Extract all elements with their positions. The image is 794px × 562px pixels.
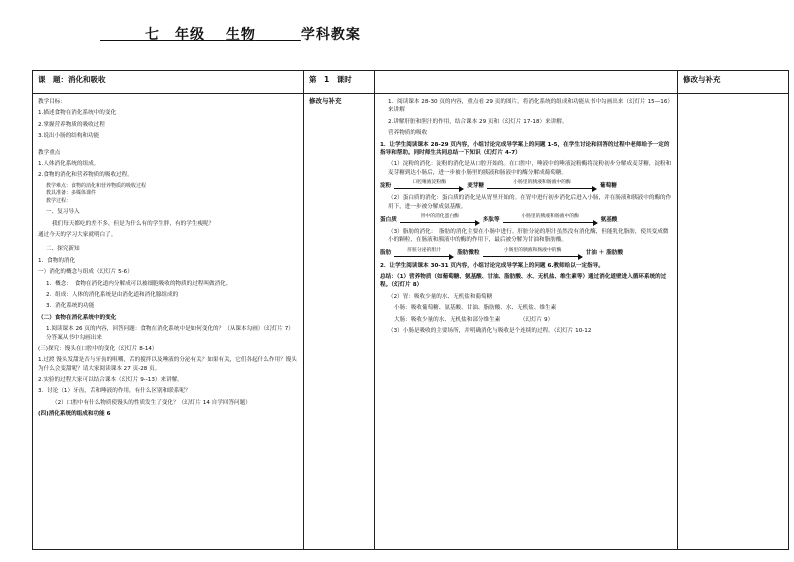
- flow-arrow: 胃中的消化蛋白酶: [400, 214, 480, 224]
- section-changes: （二）食物在消化系统中的变化: [38, 314, 117, 321]
- summary-text: 总结：（1）营养物质（如葡萄糖、氨基酸、甘油、脂肪酸、水、无机盐、维生素等）通过消化道壁进入循环系统的过程。（幻灯片 8）: [380, 274, 667, 289]
- section-digestion: 1．食物的消化: [38, 257, 76, 264]
- right-para-10: （3）小肠是吸收的主要场所，并明确消化与吸收是个连续的过程。（幻灯片 10-12: [388, 328, 592, 335]
- starch-flow: [380, 180, 672, 190]
- function-text: 3．消化系统的功能: [46, 303, 95, 310]
- flow-node: 甘油 ＋ 脂肪酸: [585, 250, 624, 257]
- blank-header-cell: [375, 71, 678, 94]
- review-text-2: 通过今天的学习大家就明白了。: [38, 232, 117, 239]
- document-title: 七 年级 生物 学科教案: [145, 27, 361, 43]
- key-point-item: 1.人体消化系统的组成。: [38, 160, 100, 167]
- revise-label-middle: 修改与补充: [309, 97, 342, 105]
- starch-text: （1）淀粉的消化：淀粉的消化是从口腔开始的。在口腔中，唾液中的唾液淀粉酶将淀粉初步分解成麦芽糖，淀粉和麦芽糖到达小肠后，进一步被小肠里的胰液和肠液中的酶分解成葡萄糖。: [388, 161, 672, 176]
- protein-text: （2）蛋白质的消化：蛋白质的消化是从胃里开始的。在胃中进行初步消化后进入小肠，并在肠液和胰液中的酶的作用下，进一步被分解成氨基酸。: [388, 195, 672, 210]
- objectives-title: 教学目标：: [38, 99, 66, 105]
- fat-flow: [380, 248, 672, 258]
- protein-flow: [380, 214, 672, 224]
- reading-task-1: 1.阅读课本 26 页的内容，回答问题：食物在消化系统中是如何变化的？（从课本勾画）（幻灯片 7）分答案从书中勾画出来: [46, 326, 294, 341]
- small-intestine-absorption: 小肠：吸收葡萄糖、氨基酸、甘油、脂肪酸、水、无机盐、维生素: [394, 305, 557, 312]
- flow-node: 脂肪: [380, 250, 392, 257]
- revise-column-middle: [304, 94, 375, 550]
- review-title: 一、复习导入: [46, 209, 80, 216]
- absorption-heading: 营养物质的吸收: [388, 130, 428, 137]
- question-3: 3．讨论（1）牙齿，舌和唾液的作用，有什么区别和联系呢？: [38, 388, 191, 395]
- objective-item: 2.掌握营养物质的吸收过程: [38, 121, 105, 128]
- stomach-absorption: （2）胃：吸收少量的水、无机盐和葡萄糖: [388, 293, 493, 300]
- revise-header-right: 修改与补充: [678, 71, 789, 94]
- revise-column-right: [678, 94, 789, 550]
- fat-text: （3）脂肪的消化： 脂肪的消化主要在小肠中进行。肝脏分泌的胆汁虽然没有消化酶，但能乳化脂肪，使其变成微小的颗粒，在肠液和胰液中的酶的作用下，最后被分解为甘油和脂肪酸。: [388, 228, 669, 244]
- structure-text: 2．组成：人体的消化系统是由消化道和消化腺组成的: [46, 291, 179, 298]
- objective-item: 1.描述食物在消化系统中的变化: [38, 110, 117, 117]
- flow-arrow: 小肠里的胰液和肠液中的酶: [483, 248, 583, 258]
- difficulty-line: 教学难点：食物的消化和营养物质的吸收过程: [46, 182, 147, 189]
- process-line: 教学过程：: [46, 197, 72, 204]
- flow-node: 氨基酸: [600, 216, 618, 223]
- key-point-item: 2.食物的消化和营养物质的吸收过程。: [38, 172, 133, 179]
- section-concept: 一）消化的概念与组成（幻灯片 5-6）: [38, 269, 133, 276]
- flow-node: 麦芽糖: [467, 182, 484, 189]
- question-1: 1.过渡 馒头发甜是否与牙齿的咀嚼，舌的搅拌以及唾液的分泌有关？如果有关，它们各起什么作用？馒头为什么会变甜呢？请大家阅读课本 27 页-28 页。: [38, 357, 297, 372]
- lesson-plan-table: [32, 70, 789, 550]
- flow-arrow: 小肠里的胰液和肠液中的酶: [503, 214, 598, 224]
- flow-node: 脂肪微粒: [457, 250, 480, 257]
- flow-node: 多肽等: [482, 216, 500, 223]
- lesson-number-cell: 第 1 课时: [304, 71, 375, 94]
- flow-node: 蛋白质: [380, 216, 397, 223]
- section-explore-bread: (三)探究：馒头在口腔中的变化（幻灯片 8-14）: [38, 345, 158, 352]
- left-content-cell: [33, 94, 304, 550]
- flow-node: 淀粉: [380, 182, 392, 189]
- review-text: 我们每天都吃的差不多，但是为什么有的学生胖，有的学生瘦呢？: [52, 220, 215, 227]
- right-content-cell: [375, 94, 678, 550]
- topic-cell: 课 题：消化和吸收: [33, 71, 304, 94]
- flow-arrow: 口腔唾液淀粉酶: [394, 180, 464, 190]
- flow-node: 葡萄糖: [600, 182, 617, 189]
- right-para-5: 2．让学生阅读课本 30-31 页内容，小组讨论完成导学案上的问题 6.教师给以一定指导。: [380, 262, 604, 269]
- question-4: （2）口腔中有什么物质使馒头的性质发生了变化？（幻灯片 14 自学回答问题）: [52, 399, 251, 406]
- large-intestine-absorption: 大肠：吸收少量的水、无机盐和部分维生素 （幻灯片 9）: [394, 316, 554, 323]
- right-para-1: 1．阅读课本 28-30 页的内容，重点看 29 页的图片，将消化系统的组成和功能从书中勾画出来（幻灯片 15—16）来讲解: [388, 99, 671, 114]
- objective-item: 3.说出小肠的结构和功能: [38, 133, 100, 140]
- explore-title: 二、探究新知: [46, 246, 80, 253]
- flow-arrow: 肝脏分泌的胆汁: [394, 248, 454, 258]
- section-system: (四)消化系统的组成和功能 6: [38, 411, 111, 418]
- right-para-2: 2.讲解肝脏和胆汁的作用，结合课本 29 页和（幻灯片 17-18）来讲解。: [388, 118, 568, 125]
- materials-line: 教具准备：多媒体课件: [46, 190, 97, 197]
- right-para-4: 1．让学生阅读课本 28-29 页内容，小组讨论完成导学案上的问题 1-5，在学生讨论和回答的过程中老师给予一定的指导和帮助。同时师生共同总结一下知识（幻灯片 4-7）: [380, 141, 670, 156]
- question-2: 2.实验的过程大家可以结合课本（幻灯片 9--13）来讲解。: [38, 377, 183, 384]
- flow-arrow: 小肠里的胰液和肠液中的酶: [487, 180, 597, 190]
- key-points-title: 教学重点: [38, 149, 61, 156]
- concept-text: 1．概念： 食物在消化道内分解成可以被细胞吸收的物质的过程叫做消化。: [46, 280, 232, 287]
